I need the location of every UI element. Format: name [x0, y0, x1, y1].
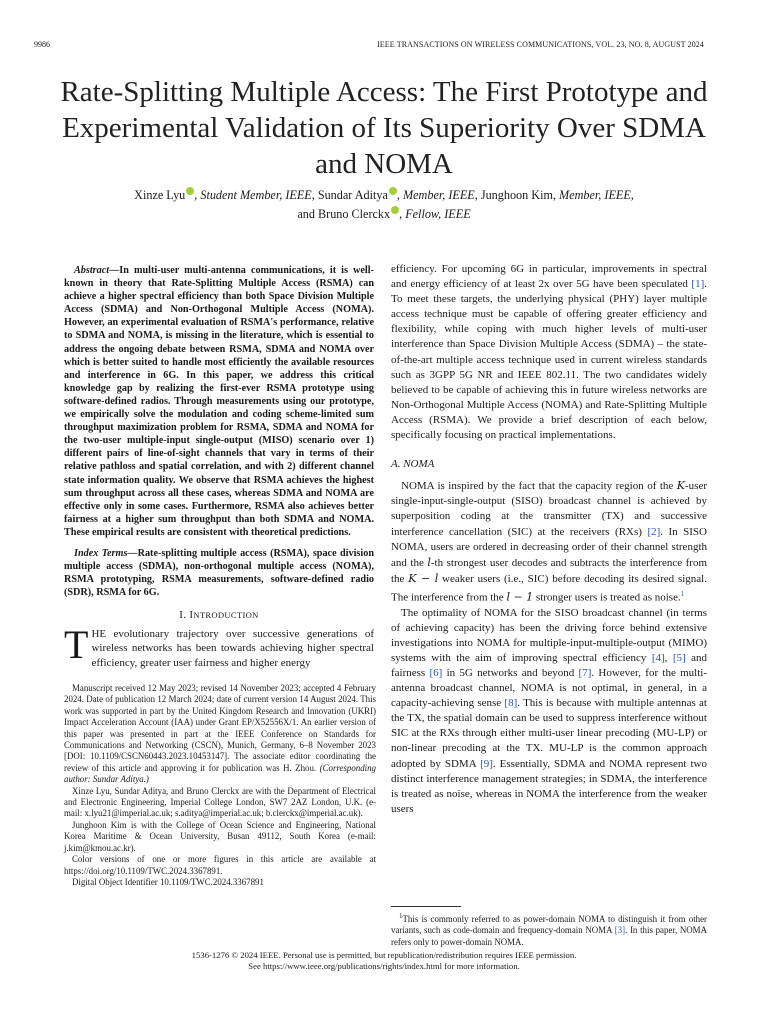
left-column — [64, 264, 374, 670]
intro-paragraph: THE evolutionary trajectory over successive generations of wireless networks has been towards achieving higher spectral efficiency, greater user fairness and higher energy — [64, 621, 374, 669]
author-role: Member, IEEE — [559, 188, 631, 202]
copyright-notice — [64, 950, 704, 972]
right-column — [391, 262, 707, 817]
orcid-icon[interactable] — [391, 206, 399, 214]
page-number: 9986 — [34, 40, 50, 49]
citation-link[interactable]: [4] — [651, 651, 665, 664]
color-note: Color versions of one or more figures in this article are available at https://doi.org/10.1109/TWC.2024.3367891. — [64, 854, 376, 876]
orcid-icon[interactable] — [389, 187, 397, 195]
abstract-text: In multi-user multi-antenna communications, it is well-known in theory that Rate-Splitting Multiple Access (RSMA) can achieve a higher spectral efficiency than both Space Division Multiple Access (SDMA) and Non-Orthogonal Multiple Access (NOMA). However, an experimental evaluation of RSMA's performance, relative to SDMA and NOMA, is missing in the literature, which is essential to address the ongoing debate between RSMA, SDMA and NOMA over which is better suited to handle most efficiently the available resources and interference in 6G. In this paper, we address this critical knowledge gap by realizing the first-ever RSMA prototype using software-defined radios. Through measurements using our prototype, we empirically solve the modulation and coding scheme-limited sum throughput maximization problem for RSMA, SDMA and NOMA for the two-user multiple-input single-output (MISO) scenario over 1) different pairs of line-of-sight channels that vary in terms of their relative pathloss and spatial correlation, and with 2) different channel state information quality. We observe that RSMA achieves the highest sum throughput across all these cases, whereas SDMA and NOMA are effective only in some cases. Furthermore, RSMA also achieves better fairness at a higher sum throughput than both SDMA and NOMA. These empirical results are consistent with theoretical predictions. — [64, 265, 374, 538]
body-paragraph: NOMA is inspired by the fact that the capacity region of the K-user single-input-single-output (SISO) broadcast channel is achieved by superposition coding at the transmitter (TX) and successive interference cancellation (SIC) at the receivers (RXs) [2]. In SISO NOMA, users are ordered in decreasing order of their channel strength and the l-th strongest user decodes and subtracts the interference from the K − l weaker users (i.e., SIC) before decoding its desired signal. The interference from the l − 1 stronger users is treated as noise.$^1$ — [391, 479, 708, 604]
paper-title: Rate-Splitting Multiple Access: The First Prototype and Experimental Validation of Its Superiority Over SDMA and NOMA — [60, 76, 708, 180]
doi-note: Digital Object Identifier 10.1109/TWC.2024.3367891 — [72, 876, 264, 887]
copyright-line: 1536-1276 © 2024 IEEE. Personal use is permitted, but republication/redistribution requires IEEE permission. — [191, 950, 577, 960]
drop-cap: T — [64, 621, 89, 667]
citation-link[interactable]: [3] — [614, 925, 626, 936]
author-role: Student Member, IEEE — [200, 188, 312, 202]
footnote-text: $^1$This is commonly referred to as power-domain NOMA to distinguish it from other variants, such as code-domain and frequency-domain NOMA [3]. In this paper, NOMA refers only to power-domain NOMA. — [391, 912, 707, 947]
author-name: Junghoon Kim — [480, 188, 553, 202]
rights-link-line: See https://www.ieee.org/publications/rights/index.html for more information. — [248, 961, 520, 971]
author-name: Sundar Aditya — [317, 188, 388, 202]
subsection-heading-noma: A. NOMA — [391, 458, 435, 471]
manuscript-note: Manuscript received 12 May 2023; revised 14 November 2023; accepted 4 February 2024. Date of publication 12 March 2024; date of current version 14 August 2024. This work was supported in part by the United Kingdom Research and Innovation (UKRI) Impact Acceleration Account (IAA) under Grant EP/X52556X/1. An earlier version of this paper was presented in part at the IEEE Conference on Standards for Communications and Networking (CSCN), Munich, Germany, 6–8 November 2023 [DOI: 10.1109/CSCN60443.2023.10453147]. The associate editor coordinating the review of this article and approving it for publication was H. Zhou. (Corresponding author: Sundar Aditya.) — [64, 683, 376, 785]
footnote-right — [391, 906, 707, 948]
body-paragraph: The optimality of NOMA for the SISO broadcast channel (in terms of achieving capacity) has been the driving force behind extensive investigations into NOMA for multiple-input-multiple-output (MIMO) systems with the aim of improving spectral efficiency [4], [5] and fairness [6] in 5G networks and beyond [7]. However, for the multi-antenna broadcast channel, NOMA is not optimal, in general, in a capacity-achieving sense [8]. This is because with multiple antennas at the TX, the spatial domain can be used to suppress interference without SIC at the RXs through either multi-user linear precoding (MU-LP) or non-linear precoding at the TX. MU-LP is the common approach adopted by SDMA [9]. Essentially, SDMA and NOMA represent two distinct interference management strategies; in SDMA, the interference is treated as noise, whereas in NOMA the interference from the weaker users — [391, 606, 708, 815]
author-role: Member, IEEE — [402, 188, 475, 202]
abstract-lead: Abstract — [74, 265, 110, 276]
citation-link[interactable]: [5] — [672, 651, 686, 664]
author-name: Xinze Lyu — [134, 188, 186, 202]
body-paragraph: efficiency. For upcoming 6G in particular, improvements in spectral and energy efficiency of at least 2x over 5G have been speculated [1]. To meet these targets, the underlying physical (PHY) layer multiple access technique must be capable of offering greater efficiency and flexibility, while coping with much higher levels of multi-user interference than Space Division Multiple Access (SDMA) – the state-of-the-art multiple access technique used in current wireless standards such as 3GPP 5G NR and IEEE 802.11. The two candidates widely believed to be capable of achieving this in future wireless networks are Non-Orthogonal Multiple Access (NOMA) and Rate-Splitting Multiple Access (RSMA). We provide a brief description of each below, specifically focusing on practical implementations. — [391, 263, 707, 442]
journal-header: IEEE TRANSACTIONS ON WIRELESS COMMUNICATIONS, VOL. 23, NO. 8, AUGUST 2024 — [377, 40, 704, 49]
footnote-rule — [391, 906, 461, 907]
author-name: and Bruno Clerckx — [297, 207, 391, 221]
citation-link[interactable]: [8] — [504, 697, 518, 710]
first-page-footnotes — [64, 683, 376, 888]
affiliation-note: Junghoon Kim is with the College of Ocean Science and Engineering, National Korea Maritime & Ocean University, Busan 49112, South Korea (e-mail: j.kim@kmou.ac.kr). — [64, 819, 376, 853]
author-list: Xinze Lyu , Student Member, IEEE, Sundar Aditya , Member, IEEE, Junghoon Kim, Member, IEEE, and Bruno Clerckx , Fellow, IEEE — [134, 188, 634, 221]
citation-link[interactable]: [9] — [480, 757, 493, 770]
index-terms-lead: Index Terms — [74, 547, 128, 559]
orcid-icon[interactable] — [186, 187, 194, 195]
footnote-marker[interactable]: 1 — [680, 589, 685, 598]
index-terms-text: Rate-splitting multiple access (RSMA), space division multiple access (SDMA), non-orthogonal multiple access (NOMA), RSMA prototyping, RSMA measurements, software-defined radio (SDR), RSMA for 6G. — [64, 547, 374, 599]
author-role: Fellow, IEEE — [405, 207, 471, 221]
affiliation-note: Xinze Lyu, Sundar Aditya, and Bruno Clerckx are with the Department of Electrical and Electronic Engineering, Imperial College London, SW7 2AZ London, U.K. (e-mail: x.lyu21@imperial.ac.uk; s.aditya@imperial.ac.uk; b.clerckx@imperial.ac.uk). — [64, 785, 376, 819]
citation-link[interactable]: [7] — [578, 667, 592, 679]
index-terms: Index Terms—Rate-splitting multiple access (RSMA), space division multiple access (SDMA), non-orthogonal multiple access (NOMA), RSMA prototyping, RSMA measurements, software-defined radio (SDR), RSMA for 6G. — [64, 547, 374, 599]
citation-link[interactable]: [1] — [691, 278, 705, 291]
citation-link[interactable]: [6] — [429, 667, 443, 679]
abstract: Abstract—In multi-user multi-antenna communications, it is well-known in theory that Rate-Splitting Multiple Access (RSMA) can achieve a higher spectral efficiency than both Space Division Multiple Access (SDMA) and Non-Orthogonal Multiple Access (NOMA). However, an experimental evaluation of RSMA's performance, relative to SDMA and NOMA, is missing in the literature, which is essential to address the ongoing debate between RSMA, SDMA and NOMA over which is better suited to handle most efficiently the available resources and interference in 6G. In this paper, we address this critical knowledge gap by realizing the first-ever RSMA prototype using software-defined radios. Through measurements using our prototype, we empirically solve the modulation and coding scheme-limited sum throughput maximization problem for RSMA, SDMA and NOMA for the two-user multiple-input single-output (MISO) scenario over 1) different pairs of line-of-sight channels that vary in terms of their relative pathloss and spatial correlation, and with 2) different channel state information quality. We observe that RSMA achieves the highest sum throughput across all these cases, whereas SDMA and NOMA are effective only in some cases. Furthermore, RSMA also achieves better fairness at a higher sum throughput than both SDMA and NOMA. These empirical results are consistent with theoretical predictions. — [64, 265, 374, 538]
citation-link[interactable]: [2] — [647, 525, 661, 538]
section-heading-introduction: I. INTRODUCTION — [179, 609, 259, 622]
